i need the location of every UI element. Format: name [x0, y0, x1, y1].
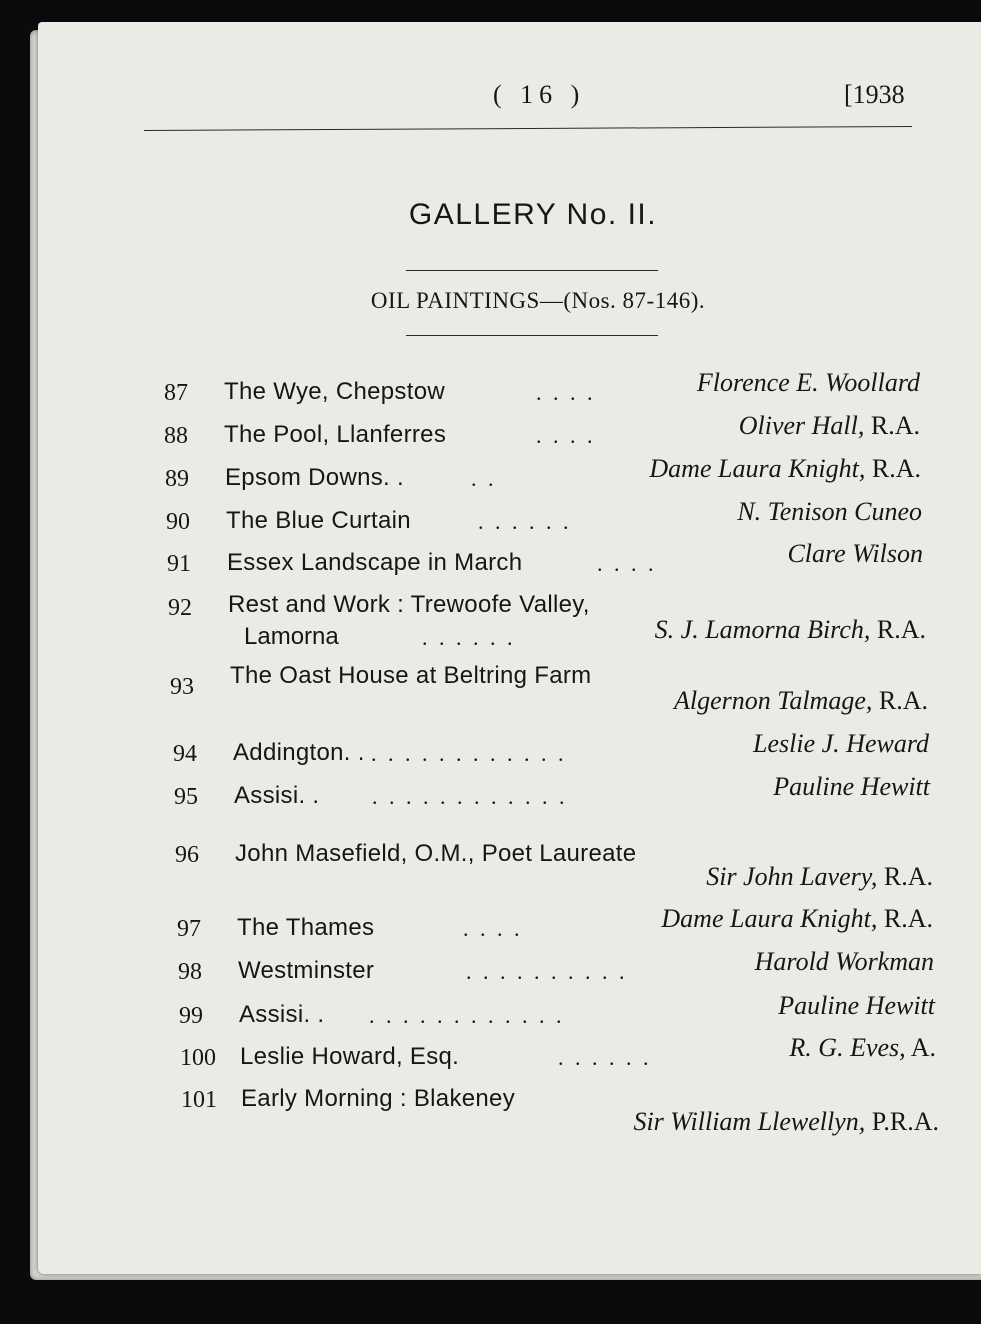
entry-number: 98: [178, 959, 202, 985]
entry-artist: Clare Wilson: [787, 539, 923, 568]
entry-artist: R. G. Eves, A.: [789, 1033, 936, 1062]
page-number: ( 16 ): [493, 80, 586, 109]
entry-leader-dots: . . . . . .: [422, 625, 516, 650]
entry-leader-dots: . . . . . . . . . . . .: [369, 1003, 565, 1028]
entry-number: 87: [164, 380, 188, 406]
entry-title: Leslie Howard, Esq.: [240, 1043, 460, 1070]
catalogue-entry: [174, 772, 934, 820]
entry-number: 95: [174, 784, 198, 810]
catalogue-entry: [177, 904, 937, 952]
entry-leader-dots: . . . . . . . . . . . .: [371, 741, 567, 766]
catalogue-entry: [180, 1033, 940, 1081]
entry-title: Assisi. .: [234, 782, 320, 809]
entry-leader-dots: . . . . . .: [558, 1045, 652, 1070]
entry-title: The Thames: [237, 914, 375, 941]
entry-number: 94: [173, 741, 197, 767]
entry-artist: Dame Laura Knight, R.A.: [661, 904, 933, 933]
entry-title: The Blue Curtain: [226, 507, 411, 534]
catalogue-entry: [175, 820, 937, 896]
entry-number: 99: [179, 1003, 203, 1029]
entry-number: 97: [177, 916, 201, 942]
entry-number: 91: [167, 551, 191, 577]
entry-leader-dots: . . . . . . . . . . . .: [372, 784, 568, 809]
entry-artist: Dame Laura Knight, R.A.: [649, 454, 921, 483]
catalogue-page: [38, 22, 981, 1274]
catalogue-entry: [164, 368, 924, 416]
entry-title: The Oast House at Beltring Farm: [230, 662, 592, 689]
entry-number: 93: [170, 674, 194, 700]
entry-title: Early Morning : Blakeney: [241, 1085, 515, 1112]
entry-title: Rest and Work : Trewoofe Valley,: [228, 591, 590, 618]
entry-title: John Masefield, O.M., Poet Laureate: [235, 840, 637, 867]
entry-number: 92: [168, 595, 192, 621]
entry-title: The Pool, Llanferres: [224, 421, 447, 448]
entry-artist: Leslie J. Heward: [753, 729, 929, 758]
entry-leader-dots: . . . . . .: [478, 509, 572, 534]
entry-title: Assisi. .: [239, 1001, 325, 1028]
entry-artist: S. J. Lamorna Birch, R.A.: [654, 615, 926, 644]
catalogue-list: [38, 22, 981, 1274]
entry-artist: Florence E. Woollard: [696, 368, 920, 397]
catalogue-entry: [181, 1083, 943, 1159]
entry-leader-dots: . .: [471, 466, 497, 491]
catalogue-entry: [167, 539, 927, 587]
entry-leader-dots: . . . .: [536, 423, 596, 448]
entry-title: Addington. .: [233, 739, 365, 766]
catalogue-entry: [164, 411, 924, 459]
entry-artist: Sir John Lavery, R.A.: [706, 862, 933, 891]
entry-leader-dots: . . . . . . . . . .: [466, 959, 628, 984]
catalogue-entry: [170, 662, 932, 738]
entry-title: The Wye, Chepstow: [224, 378, 445, 405]
entry-title: Epsom Downs. .: [225, 464, 404, 491]
entry-artist: Algernon Talmage, R.A.: [673, 686, 928, 715]
catalogue-entry: [173, 729, 933, 777]
entry-number: 96: [175, 842, 199, 868]
section-subtitle: OIL PAINTINGS—(Nos. 87-146).: [370, 288, 706, 313]
entry-artist: Pauline Hewitt: [778, 991, 935, 1020]
page-year: [1938: [844, 80, 905, 109]
entry-title: Westminster: [238, 957, 375, 984]
entry-artist: Oliver Hall, R.A.: [738, 411, 920, 440]
entry-leader-dots: . . . .: [597, 551, 657, 576]
catalogue-entry: [168, 591, 930, 667]
entry-title-continued: Lamorna: [244, 623, 339, 650]
gallery-title: GALLERY No. II.: [408, 198, 658, 231]
catalogue-entry: [178, 947, 938, 995]
entry-number: 101: [181, 1087, 217, 1113]
entry-number: 100: [180, 1045, 216, 1071]
entry-artist: Harold Workman: [754, 947, 934, 976]
entry-number: 90: [166, 509, 190, 535]
entry-artist: N. Tenison Cuneo: [737, 497, 922, 526]
entry-artist: Pauline Hewitt: [773, 772, 930, 801]
entry-artist: Sir William Llewellyn, P.R.A.: [633, 1107, 939, 1136]
entry-leader-dots: . . . .: [536, 380, 596, 405]
entry-number: 89: [165, 466, 189, 492]
catalogue-entry: [165, 454, 925, 502]
entry-leader-dots: . . . .: [463, 916, 523, 941]
entry-title: Essex Landscape in March: [227, 549, 523, 576]
entry-number: 88: [164, 423, 188, 449]
